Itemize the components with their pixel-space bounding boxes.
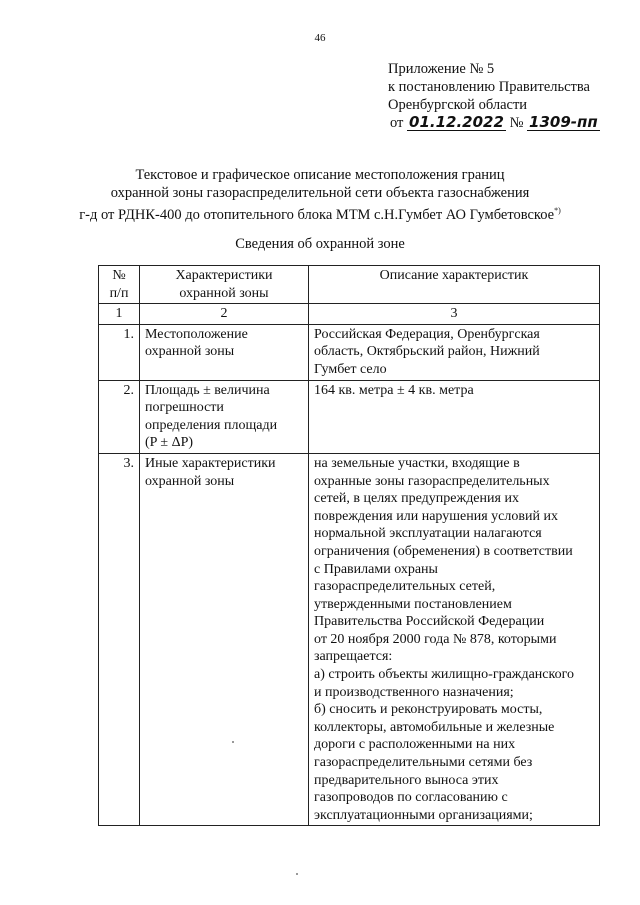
handwritten-date: 01.12.2022 (409, 113, 504, 131)
handwritten-number: 1309-пп (529, 113, 598, 131)
page-number: 46 (314, 32, 326, 44)
appendix-line-3: Оренбургской области (388, 97, 528, 113)
title-line-3-text: г-д от РДНК-400 до отопительного блока МТМ с.Н.Гумбет АО Гумбетовское (79, 206, 555, 223)
row-description: 164 кв. метра ± 4 кв. метра (309, 380, 600, 453)
title-line-1: Текстовое и графическое описание местоположения границ (135, 167, 505, 183)
title-line-3 (40, 202, 600, 224)
appendix-line-2: к постановлению Правительства (388, 79, 590, 95)
row-num: 2. (99, 380, 140, 453)
appendix-date-line (390, 114, 600, 132)
footnote-mark: *) (554, 206, 561, 215)
table-row (99, 453, 600, 825)
row-characteristic: Иные характеристики охранной зоны (140, 453, 309, 825)
column-number-2: 2 (140, 304, 309, 325)
column-number-1: 1 (99, 304, 140, 325)
row-num: 3. (99, 453, 140, 825)
document-title (40, 166, 600, 224)
column-number-3: 3 (309, 304, 600, 325)
row-description: на земельные участки, входящие в охранные зоны газораспределительных сетей, в целях предупреждения их повреждения или нарушения условий их нормальной эксплуатации налагаются ограничения (обременения) в соответствии с Правилами охраны газораспределительных сетей, утвержденными постановлением Правительства Российской Федерации от 20 ноября 2000 года № 878, которыми запрещается: а) строить объекты жилищно-гражданского и производственного назначения; б) сносить и реконструировать мосты, коллекторы, автомобильные и железные дороги с расположенными на них газораспределительными сетями без предварительного выноса этих газопроводов по согласованию с эксплуатационными организациями; (309, 453, 600, 825)
row-description: Российская Федерация, Оренбургская область, Октябрьский район, Нижний Гумбет село (309, 324, 600, 380)
row-characteristic: Площадь ± величина погрешности определения площади (P ± ΔP) (140, 380, 309, 453)
date-prefix: от (390, 115, 404, 131)
table-row (99, 380, 600, 453)
scan-speck (296, 873, 298, 875)
table-header-row (99, 266, 600, 304)
column-number-row (99, 304, 600, 325)
title-line-2: охранной зоны газораспределительной сети объекта газоснабжения (110, 185, 530, 201)
header-description: Описание характеристик (309, 266, 600, 304)
appendix-line-1: Приложение № 5 (388, 61, 495, 77)
zone-info-table (98, 265, 600, 826)
row-characteristic: Местоположение охранной зоны (140, 324, 309, 380)
row-num: 1. (99, 324, 140, 380)
scan-speck (232, 741, 234, 743)
header-num: № п/п (99, 266, 140, 304)
number-prefix: № (509, 115, 524, 131)
section-title: Сведения об охранной зоне (235, 236, 405, 252)
appendix-block (388, 60, 600, 132)
table-row (99, 324, 600, 380)
header-characteristic: Характеристики охранной зоны (140, 266, 309, 304)
